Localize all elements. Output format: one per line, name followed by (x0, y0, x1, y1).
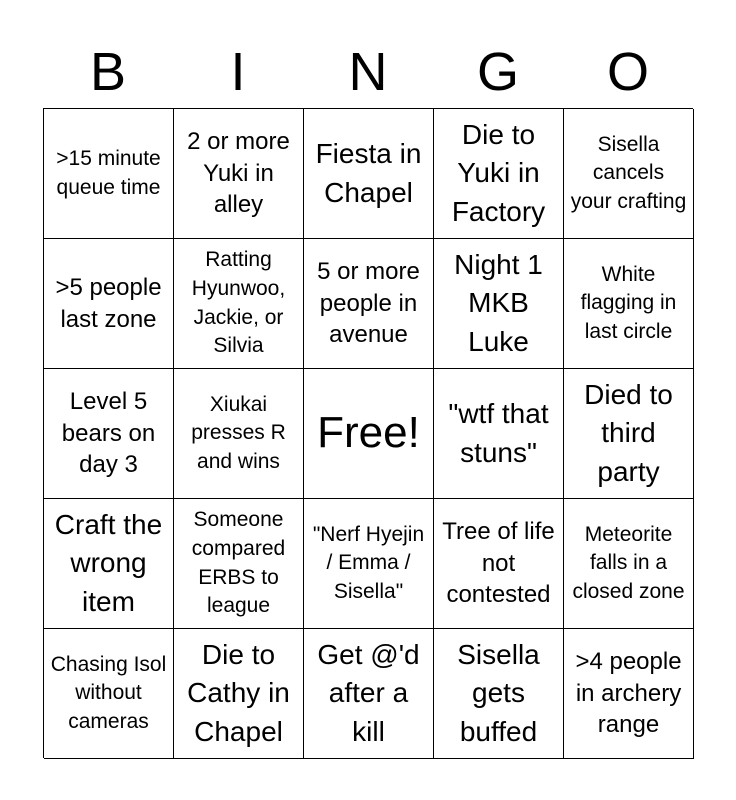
bingo-cell-text: >15 minute queue time (56, 146, 161, 199)
bingo-cell-r1-c4[interactable] (434, 109, 564, 239)
bingo-cell-r2-c4[interactable] (434, 239, 564, 369)
bingo-cell-text: Someone compared ERBS to league (191, 508, 286, 618)
bingo-cell-r3-c2[interactable] (174, 369, 304, 499)
bingo-cell-text: 5 or more people in avenue (317, 257, 420, 349)
bingo-cell-text: "Nerf Hyejin / Emma / Sisella" (312, 522, 425, 603)
bingo-cell-text: Tree of life not contested (442, 517, 555, 609)
bingo-cell-r3-c5[interactable] (564, 369, 694, 499)
bingo-cell-r2-c2[interactable] (174, 239, 304, 369)
bingo-cell-text: Sisella cancels your crafting (570, 132, 687, 213)
header-letter-n: N (348, 42, 388, 102)
bingo-cell-r5-c1[interactable] (44, 629, 174, 759)
bingo-board (43, 108, 693, 758)
bingo-cell-r5-c3[interactable] (304, 629, 434, 759)
bingo-cell-text: Fiesta in Chapel (315, 138, 422, 208)
bingo-cell-r4-c3[interactable] (304, 499, 434, 629)
bingo-cell-r1-c5[interactable] (564, 109, 694, 239)
bingo-cell-free-space[interactable] (304, 369, 434, 499)
bingo-cell-r5-c2[interactable] (174, 629, 304, 759)
bingo-cell-text: Die to Cathy in Chapel (187, 639, 290, 747)
bingo-cell-text: Night 1 MKB Luke (454, 249, 543, 357)
bingo-cell-text: Ratting Hyunwoo, Jackie, or Silvia (191, 248, 286, 358)
bingo-cell-text: >5 people last zone (55, 273, 162, 333)
bingo-cell-text: White flagging in last circle (580, 262, 677, 343)
bingo-cell-text: Xiukai presses R and wins (191, 392, 286, 473)
bingo-cell-r5-c5[interactable] (564, 629, 694, 759)
bingo-cell-text: Meteorite falls in a closed zone (572, 522, 685, 603)
bingo-cell-text: Craft the wrong item (54, 509, 163, 617)
bingo-cell-r2-c5[interactable] (564, 239, 694, 369)
bingo-cell-r1-c2[interactable] (174, 109, 304, 239)
bingo-cell-r4-c4[interactable] (434, 499, 564, 629)
bingo-cell-r3-c4[interactable] (434, 369, 564, 499)
bingo-header (43, 36, 693, 108)
bingo-cell-r4-c2[interactable] (174, 499, 304, 629)
header-letter-b: B (89, 42, 127, 102)
bingo-cell-text: Die to Yuki in Factory (451, 119, 546, 227)
bingo-cell-text: 2 or more Yuki in alley (187, 127, 290, 219)
bingo-cell-r1-c1[interactable] (44, 109, 174, 239)
bingo-cell-r3-c1[interactable] (44, 369, 174, 499)
bingo-cell-text: Get @'d after a kill (317, 639, 420, 747)
bingo-cell-r2-c1[interactable] (44, 239, 174, 369)
free-space-label: Free! (317, 408, 420, 458)
bingo-cell-text: Level 5 bears on day 3 (61, 387, 156, 479)
header-letter-g: G (476, 42, 519, 102)
bingo-cell-r1-c3[interactable] (304, 109, 434, 239)
bingo-cell-r4-c5[interactable] (564, 499, 694, 629)
header-letter-o: O (606, 42, 649, 102)
bingo-cell-text: Sisella gets buffed (457, 639, 540, 747)
bingo-cell-text: Died to third party (584, 379, 673, 487)
bingo-cell-text: >4 people in archery range (575, 647, 682, 739)
bingo-cell-r4-c1[interactable] (44, 499, 174, 629)
header-letter-i: I (230, 42, 246, 102)
bingo-cell-r2-c3[interactable] (304, 239, 434, 369)
bingo-cell-r5-c4[interactable] (434, 629, 564, 759)
bingo-cell-text: "wtf that stuns" (448, 398, 549, 468)
bingo-cell-text: Chasing Isol without cameras (50, 652, 167, 733)
